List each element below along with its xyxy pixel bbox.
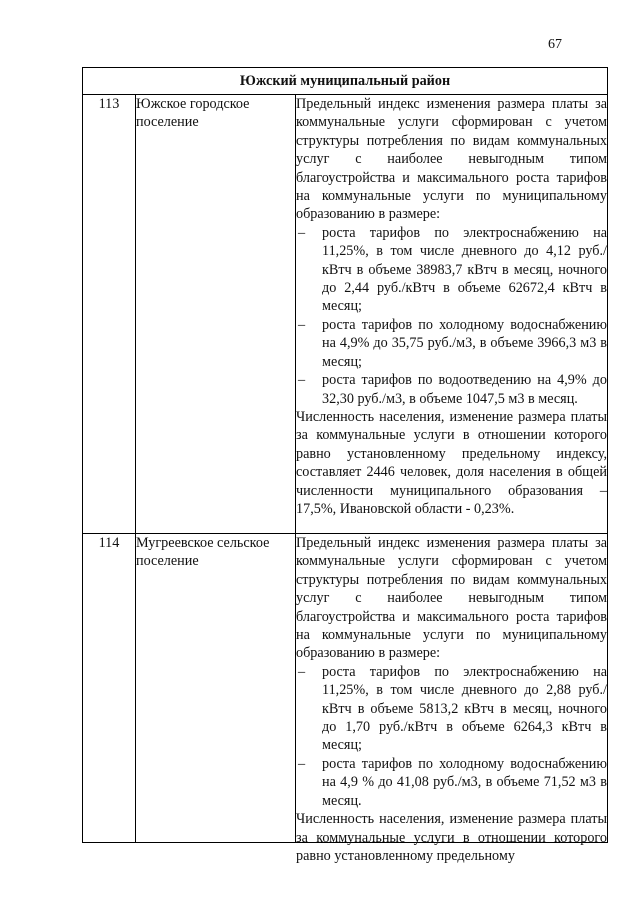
row-number: 114 xyxy=(83,534,136,843)
tariff-list xyxy=(296,224,607,408)
bullet-dash: – xyxy=(298,372,306,389)
municipality-name: Южское городское поселение xyxy=(136,95,296,534)
list-item-text: роста тарифов по электроснабжению на 11,25%, в том числе дневного до 4,12 руб./кВтч в объеме 38983,7 кВтч в месяц, ночного до 2,44 руб./кВтч в объеме 62672,4 кВтч в месяц; xyxy=(322,224,607,315)
tariff-list xyxy=(296,663,607,810)
list-item-text: роста тарифов по электроснабжению на 11,25%, в том числе дневного до 2,88 руб./кВтч в объеме 5813,2 кВтч в месяц, ночного до 1,70 руб./кВтч в объеме 6264,3 кВтч в месяц; xyxy=(322,663,607,754)
tariff-description xyxy=(296,534,608,864)
population-summary: Численность населения, изменение размера платы за коммунальные услуги в отношении которого равно установленному предельному индексу, составляет 2446 человек, доля населения в общей численности муниципального образования – 17,5%, Ивановской области - 0,23%. xyxy=(296,408,607,517)
table-row xyxy=(83,95,608,534)
list-item xyxy=(296,224,607,316)
bullet-dash: – xyxy=(298,224,306,241)
tariff-description xyxy=(296,95,608,534)
list-item xyxy=(296,316,607,371)
table-row xyxy=(83,534,608,843)
tariff-table xyxy=(82,67,608,864)
section-header-row xyxy=(83,68,608,95)
list-item-text: роста тарифов по водоотведению на 4,9% до 32,30 руб./м3, в объеме 1047,5 м3 в месяц. xyxy=(322,372,607,407)
page-number: 67 xyxy=(548,37,562,52)
population-summary: Численность населения, изменение размера платы за коммунальные услуги в отношении которого равно установленному предельному xyxy=(296,811,607,864)
list-item xyxy=(296,663,607,755)
bullet-dash: – xyxy=(298,316,306,333)
description-intro: Предельный индекс изменения размера платы за коммунальные услуги сформирован с учетом структуры потребления по видам коммунальных услуг с наиболее невыгодным типом благоустройства и максимального роста тарифов на коммунальные услуги по муниципальному образованию в размере: xyxy=(296,96,607,223)
list-item xyxy=(296,755,607,810)
section-title: Южский муниципальный район xyxy=(83,68,608,95)
bullet-dash: – xyxy=(298,755,306,772)
description-intro: Предельный индекс изменения размера платы за коммунальные услуги сформирован с учетом структуры потребления по видам коммунальных услуг с наиболее невыгодным типом благоустройства и максимального роста тарифов на коммунальные услуги по муниципальному образованию в размере: xyxy=(296,535,607,662)
bullet-dash: – xyxy=(298,663,306,680)
row-number: 113 xyxy=(83,95,136,534)
list-item-text: роста тарифов по холодному водоснабжению на 4,9 % до 41,08 руб./м3, в объеме 71,52 м3 в месяц. xyxy=(322,755,607,809)
municipality-name: Мугреевское сельское поселение xyxy=(136,534,296,843)
list-item xyxy=(296,371,607,408)
list-item-text: роста тарифов по холодному водоснабжению на 4,9% до 35,75 руб./м3, в объеме 3966,3 м3 в месяц; xyxy=(322,316,607,370)
